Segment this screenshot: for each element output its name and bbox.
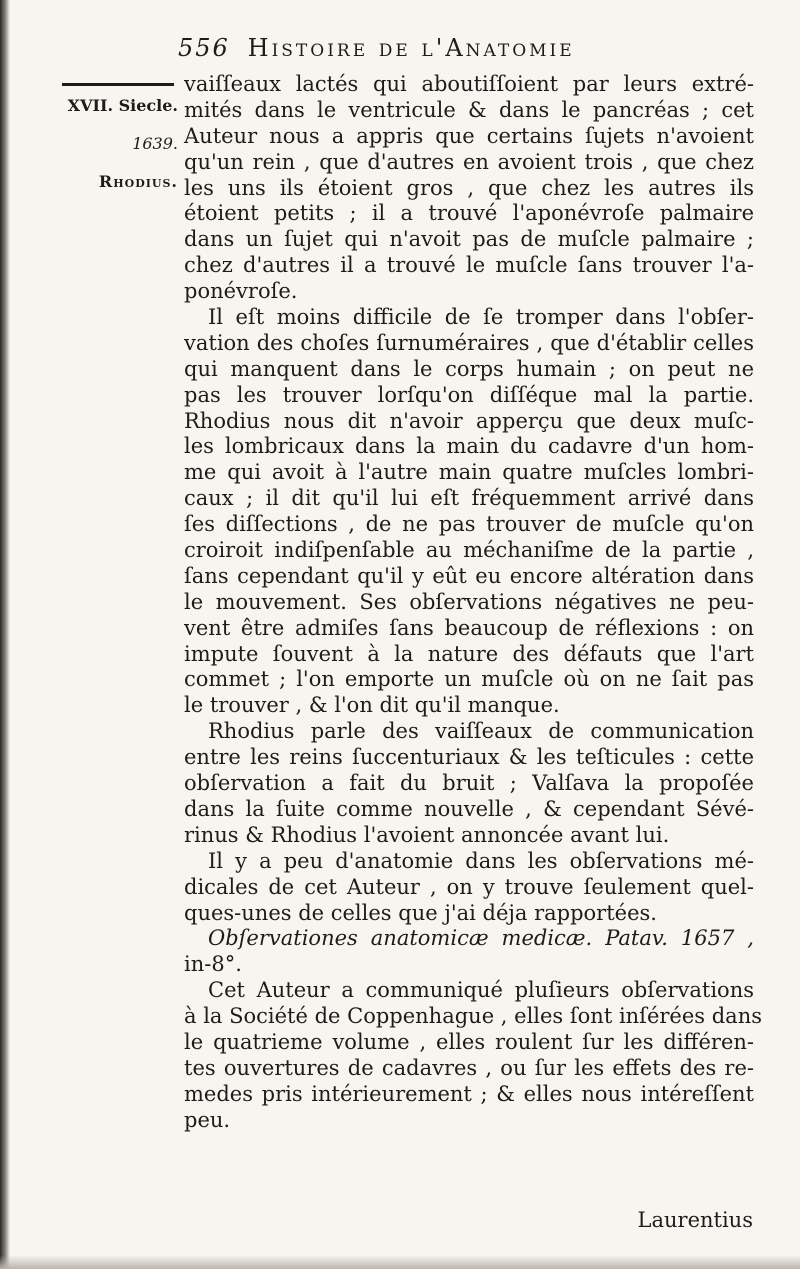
text-line: mités dans le ventricule & dans le pancréas ; cet — [184, 97, 754, 122]
text-line: medes pris intérieurement ; & elles nous intéreſſent — [184, 1081, 754, 1106]
text-line: les lombricaux dans la main du cadavre d'un hom- — [184, 434, 754, 459]
text-line: croiroit indiſpenſable au méchaniſme de la partie , — [184, 538, 754, 563]
text-line: qui manquent dans le corps humain ; on peut ne — [184, 356, 754, 381]
text-line: Auteur nous a appris que certains ſujets n'avoient — [184, 123, 754, 148]
text-line: ſes diſſections , de ne pas trouver de muſcle qu'on — [184, 512, 754, 537]
text-line: ſans cependant qu'il y eût eu encore altération dans — [184, 563, 754, 588]
text-line: obſervation a fait du bruit ; Valſava la propoſée — [184, 771, 754, 796]
body-text — [184, 72, 762, 1134]
text-line: qu'un rein , que d'autres en avoient trois , que chez — [184, 149, 754, 174]
page-number: 556 — [178, 34, 230, 62]
text-line: étoient petits ; il a trouvé l'aponévroſe palmaire — [184, 201, 754, 226]
text-line: vation des choſes ſurnuméraires , que d'établir celles — [184, 330, 754, 355]
text-line: pas les trouver lorſqu'on diſſéque mal la partie. — [184, 382, 754, 407]
text-line: entre les reins ſuccenturiaux & les teſticules : cette — [184, 745, 754, 770]
text-line: Il y a peu d'anatomie dans les obſervations mé- — [208, 848, 754, 873]
text-line: Rhodius parle des vaiſſeaux de communication — [208, 719, 754, 744]
text-line: caux ; il dit qu'il lui eſt fréquemment arrivé dans — [184, 486, 754, 511]
page-bottom-edge — [0, 1255, 800, 1269]
text-line: le trouver , & l'on dit qu'il manque. — [184, 693, 560, 718]
text-line: à la Société de Coppenhague , elles ſont inſérées dans — [184, 1004, 762, 1029]
margin-century: XVII. Siecle. — [67, 96, 178, 115]
text-line: tes ouvertures de cadavres , ou ſur les effets des re- — [184, 1055, 754, 1080]
text-line: le quatrieme volume , elles roulent ſur les différen- — [184, 1029, 754, 1054]
text-line: dans la ſuite comme nouvelle , & cependant Sévé- — [184, 796, 754, 821]
page-header — [178, 34, 718, 68]
text-line: me qui avoit à l'autre main quatre muſcles lombri- — [184, 460, 754, 485]
text-line: dans un ſujet qui n'avoit pas de muſcle palmaire ; — [184, 227, 754, 252]
bibliographic-reference: Obſervationes anatomicæ medicæ. Patav. 1657 , — [208, 926, 754, 951]
text-line: impute ſouvent à la nature des défauts que l'art — [184, 641, 754, 666]
text-line: ponévroſe. — [184, 279, 298, 304]
text-line: commet ; l'on emporte un muſcle où on ne ſait pas — [184, 667, 754, 692]
text-line: Il eſt moins difficile de ſe tromper dans l'obſer- — [208, 305, 754, 330]
margin-author: Rhodius. — [98, 172, 178, 191]
text-line: vent être admiſes ſans beaucoup de réflexions : on — [184, 615, 754, 640]
page-gutter-shadow — [0, 0, 10, 1269]
text-line: vaiſſeaux lactés qui aboutiſſoient par leurs extré- — [184, 72, 754, 96]
text-line: peu. — [184, 1107, 231, 1132]
margin-rule — [62, 83, 174, 86]
running-title: Histoire de l'Anatomie — [247, 34, 575, 62]
catchword: Laurentius — [637, 1208, 753, 1232]
margin-year: 1639. — [132, 134, 178, 153]
text-line: rinus & Rhodius l'avoient annoncée avant lui. — [184, 822, 670, 847]
text-line: ques-unes de celles que j'ai déja rapportées. — [184, 900, 657, 925]
text-line: Rhodius nous dit n'avoir apperçu que deux muſc- — [184, 408, 754, 433]
text-line: les uns ils étoient gros , que chez les autres ils — [184, 175, 754, 200]
text-line: in-8°. — [184, 952, 242, 977]
text-line: chez d'autres il a trouvé le muſcle ſans trouver l'a- — [184, 253, 754, 278]
text-line: Cet Auteur a communiqué pluſieurs obſervations — [208, 978, 754, 1003]
text-line: dicales de cet Auteur , on y trouve ſeulement quel- — [184, 874, 754, 899]
text-line: le mouvement. Ses obſervations négatives ne peu- — [184, 589, 754, 614]
